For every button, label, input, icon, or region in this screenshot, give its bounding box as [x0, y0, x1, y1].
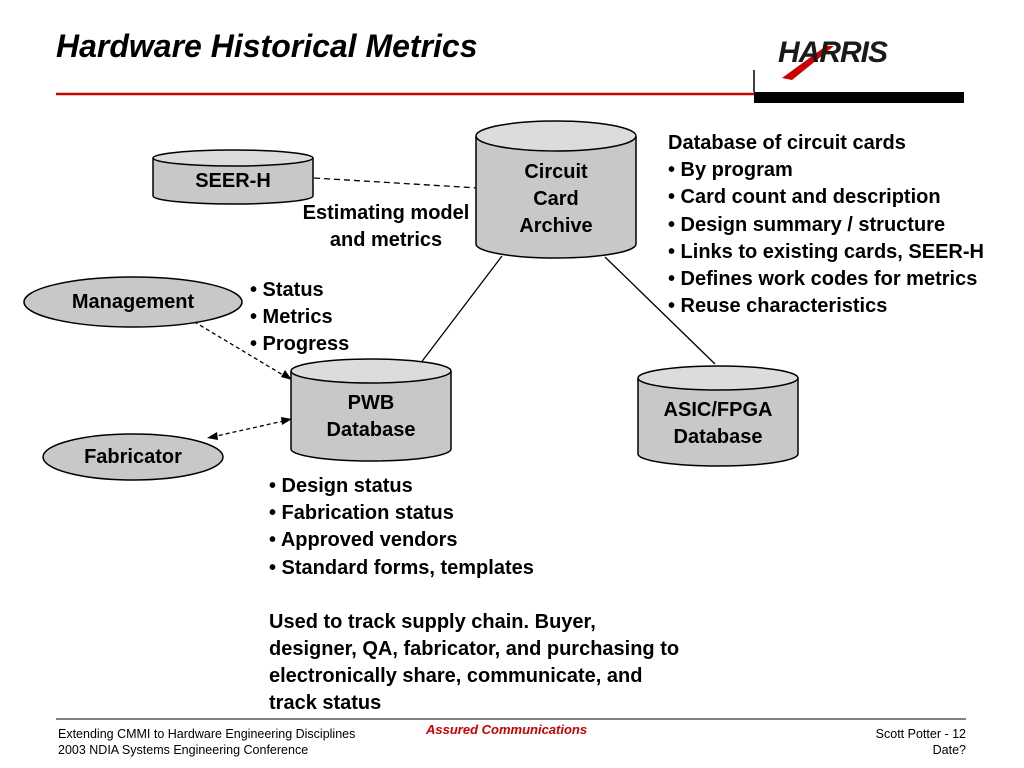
pwb-database-line-1: PWB	[347, 392, 395, 414]
circuit-card-bullet: • Defines work codes for metrics	[668, 268, 978, 291]
connector-seer-archive	[314, 178, 478, 188]
management-bullet: • Progress	[250, 333, 350, 356]
management-link-bullets	[250, 277, 349, 359]
harris-logo: HARRIS	[778, 36, 888, 69]
seer-h-link-label	[286, 200, 486, 254]
footer-author-page: Scott Potter - 12	[875, 727, 966, 741]
seer-h-label: SEER-H	[195, 170, 271, 192]
circuit-card-notes-heading: Database of circuit cards	[668, 132, 906, 154]
management-bullet: • Metrics	[250, 306, 333, 329]
circuit-card-archive-label	[476, 159, 636, 240]
connector-archive-pwb	[420, 256, 502, 364]
circuit-card-bullet: • Links to existing cards, SEER-H	[668, 240, 984, 263]
circuit-card-archive-line-2: Card	[533, 188, 579, 210]
pwb-notes	[269, 473, 679, 718]
pwb-database-label	[291, 390, 451, 444]
footer-left	[58, 726, 355, 758]
asic-fpga-database-line-2: Database	[673, 426, 763, 448]
management-bullet: • Status	[250, 279, 324, 301]
footer-left-line-2: 2003 NDIA Systems Engineering Conference	[58, 743, 309, 757]
circuit-card-archive-line-3: Archive	[519, 215, 593, 237]
pwb-bullet: • Standard forms, templates	[269, 556, 534, 579]
page-title: Hardware Historical Metrics	[56, 28, 478, 64]
management-label: Management	[71, 291, 195, 313]
pwb-paragraph-line: track status	[269, 692, 382, 715]
footer-left-line-1: Extending CMMI to Hardware Engineering Disciplines	[58, 727, 356, 741]
asic-fpga-database-line-1: ASIC/FPGA	[663, 399, 773, 421]
seer-h-link-label-line-1: Estimating model	[302, 202, 470, 224]
circuit-card-bullet: • Reuse characteristics	[668, 295, 888, 318]
footer-right	[876, 726, 966, 758]
pwb-paragraph-line: designer, QA, fabricator, and purchasing to	[269, 638, 680, 661]
fabricator-label: Fabricator	[84, 446, 182, 468]
circuit-card-bullet: • By program	[668, 159, 793, 182]
footer-date: Date?	[932, 743, 966, 757]
header-black-bar	[754, 92, 964, 103]
asic-fpga-database-label	[638, 397, 798, 451]
circuit-card-notes	[668, 130, 984, 320]
connector-fabricator-pwb	[212, 420, 288, 437]
seer-h-link-label-line-2: and metrics	[329, 229, 443, 251]
arrowhead-fabricator	[207, 432, 218, 440]
pwb-paragraph-line: Used to track supply chain. Buyer,	[269, 610, 596, 633]
pwb-bullet: • Design status	[269, 475, 413, 497]
pwb-paragraph-line: electronically share, communicate, and	[269, 665, 643, 688]
circuit-card-bullet: • Card count and description	[668, 186, 941, 209]
pwb-bullet: • Fabrication status	[269, 502, 454, 525]
footer-tagline: Assured Communications	[426, 722, 588, 737]
circuit-card-archive-line-1: Circuit	[524, 161, 588, 183]
pwb-database-line-2: Database	[326, 419, 416, 441]
circuit-card-bullet: • Design summary / structure	[668, 213, 946, 236]
pwb-bullet: • Approved vendors	[269, 529, 458, 552]
